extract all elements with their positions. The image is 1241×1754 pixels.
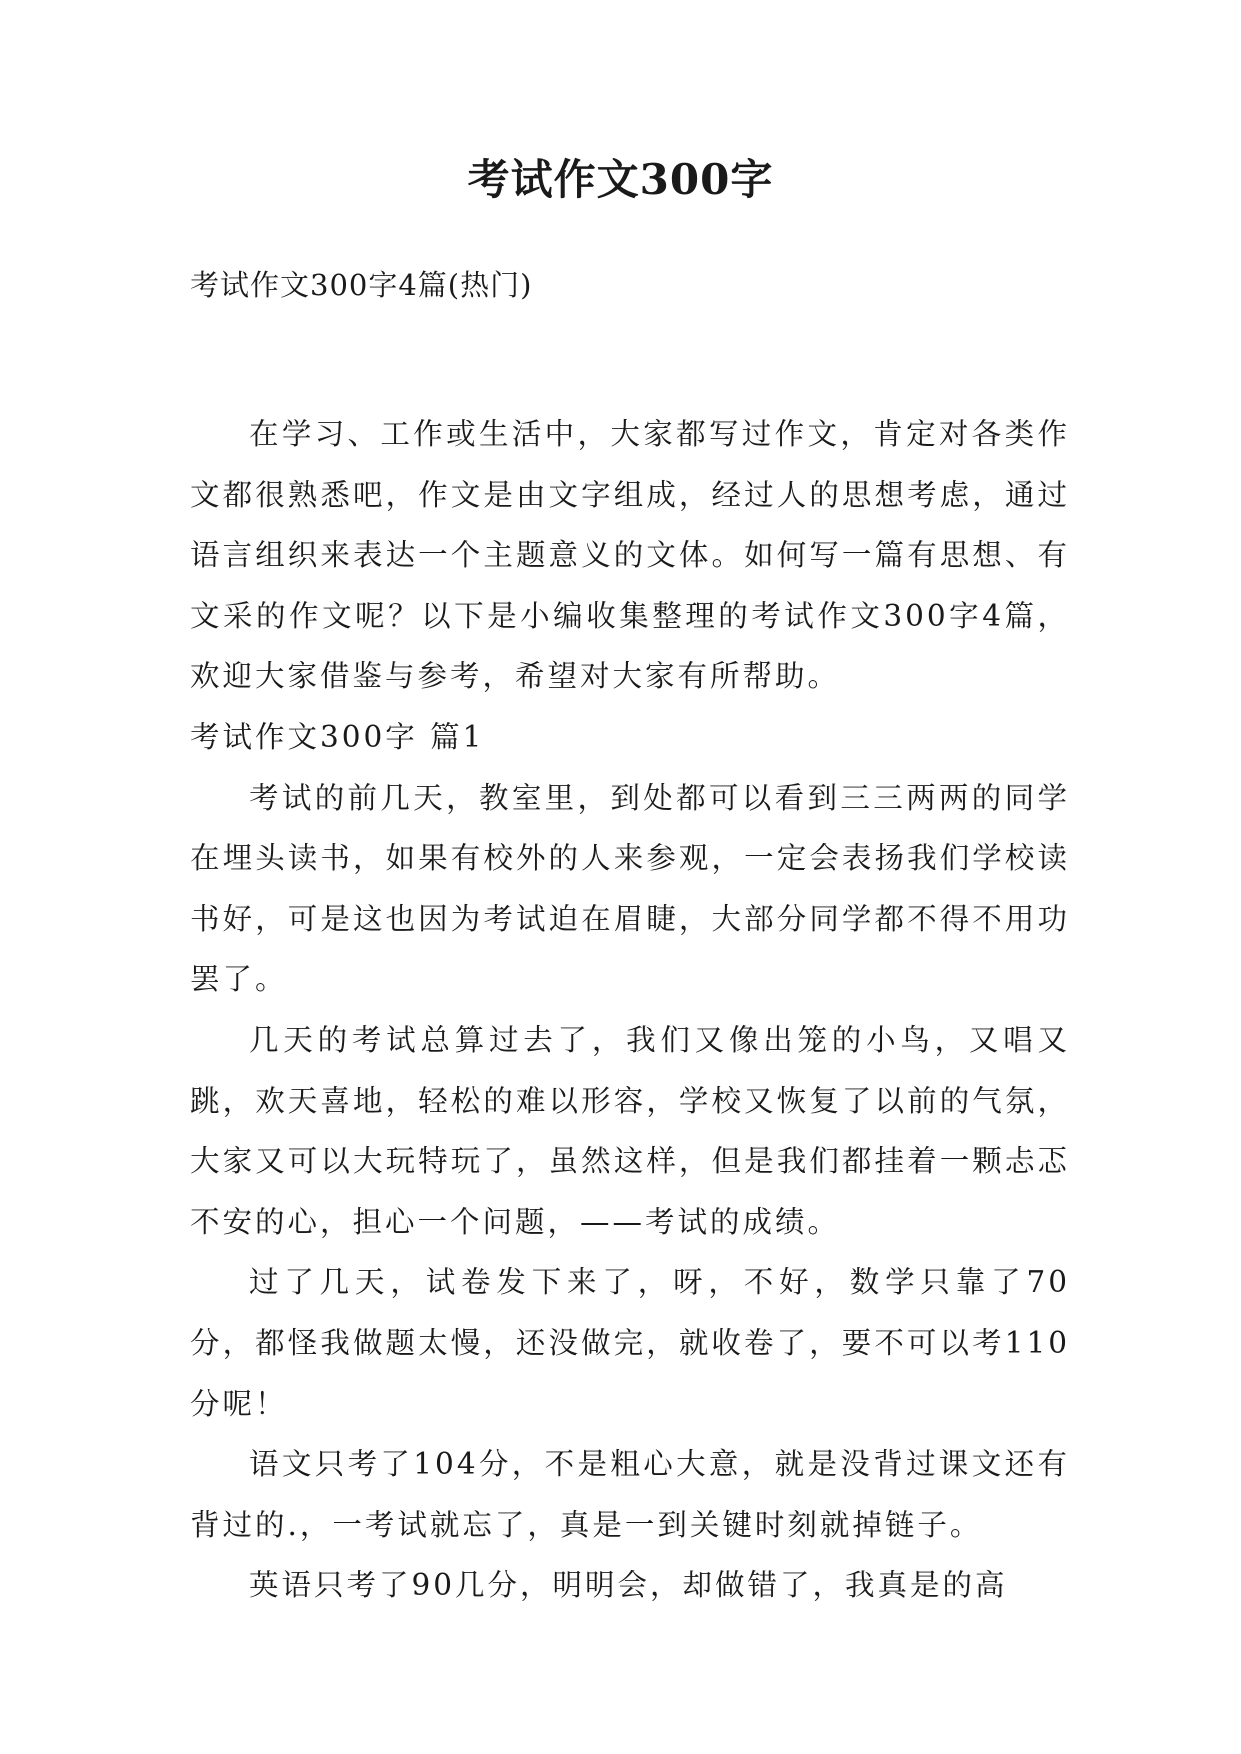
document-subtitle: 考试作文300字4篇(热门) — [190, 268, 533, 302]
document-body — [190, 404, 1070, 1616]
intro-paragraph: 在学习、工作或生活中，大家都写过作文，肯定对各类作文都很熟悉吧，作文是由文字组成，经过人的思想考虑，通过语言组织来表达一个主题意义的文体。如何写一篇有思想、有文采的作文呢？以下是小编收集整理的考试作文300字4篇，欢迎大家借鉴与参考，希望对大家有所帮助。 — [190, 417, 1070, 694]
body-paragraph-3: 过了几天，试卷发下来了，呀，不好，数学只靠了70分，都怪我做题太慢，还没做完，就收卷了，要不可以考110分呢！ — [190, 1265, 1070, 1421]
section-heading: 考试作文300字 篇1 — [190, 719, 485, 754]
body-paragraph-5: 英语只考了90几分，明明会，却做错了，我真是的高 — [249, 1568, 1008, 1603]
body-paragraph-1: 考试的前几天，教室里，到处都可以看到三三两两的同学在埋头读书，如果有校外的人来参观，一定会表扬我们学校读书好，可是这也因为考试迫在眉睫，大部分同学都不得不用功罢了。 — [190, 780, 1070, 997]
body-paragraph-2: 几天的考试总算过去了，我们又像出笼的小鸟，又唱又跳，欢天喜地，轻松的难以形容，学校又恢复了以前的气氛，大家又可以大玩特玩了，虽然这样，但是我们都挂着一颗忐忑不安的心，担心一个问题，——考试的成绩。 — [190, 1022, 1070, 1239]
body-paragraph-4: 语文只考了104分，不是粗心大意，就是没背过课文还有背过的.，一考试就忘了，真是一到关键时刻就掉链子。 — [190, 1447, 1070, 1542]
document-title: 考试作文300字 — [467, 155, 774, 204]
